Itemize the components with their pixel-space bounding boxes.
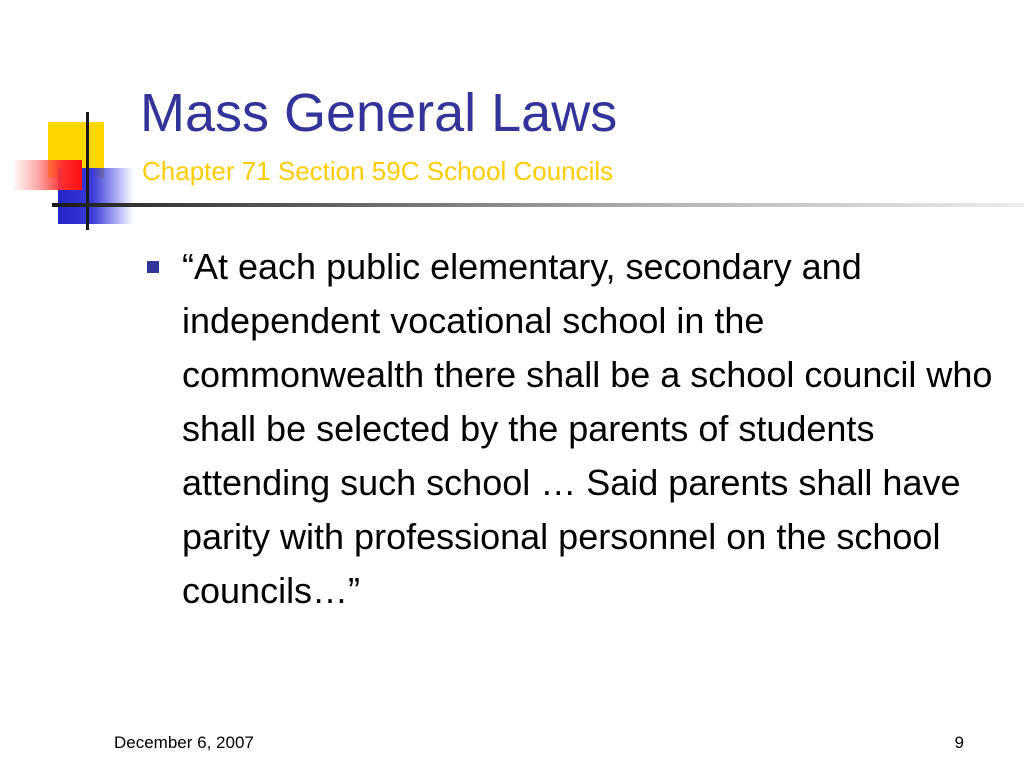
slide-number: 9 [954,733,964,752]
square-bullet-icon [147,261,159,273]
bullet-text: “At each public elementary, secondary and independent vocational school in the commonwealth there shall be a school council who shall be selected by the parents of students attending such school … Said parents shall have parity with professional personnel on the school councils…” [182,246,993,611]
bullet-list [142,240,1002,618]
decorative-vertical-line [86,112,89,230]
decorative-red-bar [12,160,82,190]
slide-subtitle: Chapter 71 Section 59C School Councils [142,156,614,186]
slide-title: Mass General Laws [140,83,618,143]
title-divider-line [52,203,1024,207]
bullet-item [142,240,1002,618]
footer-date: December 6, 2007 [114,733,254,752]
